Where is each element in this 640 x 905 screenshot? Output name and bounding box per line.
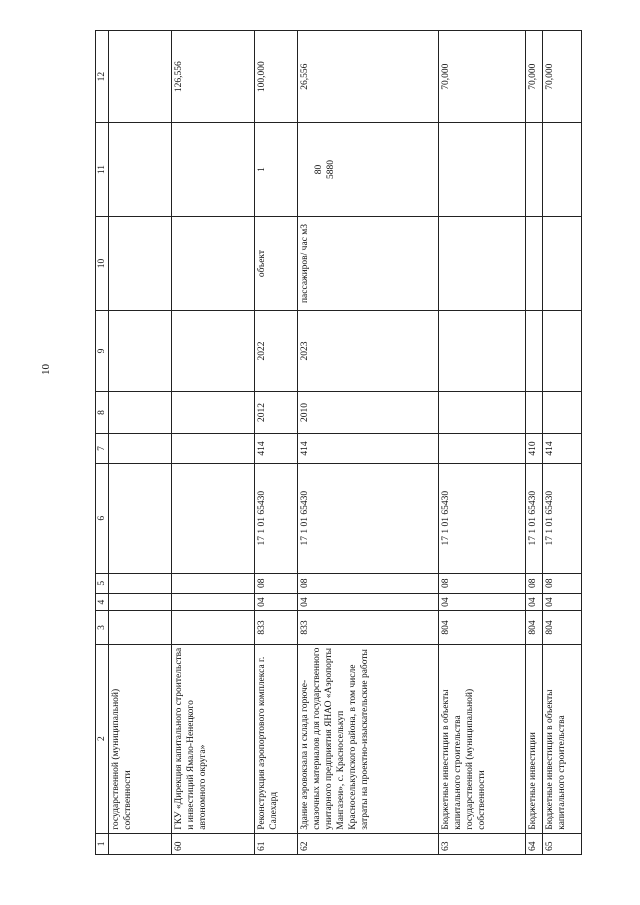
row-name: Бюджетные инвестиции xyxy=(526,644,543,833)
cell-col8 xyxy=(543,391,582,434)
row-name: Бюджетные инвестиции в объекты капитального строительства государственной (муниципальной) собственности xyxy=(439,644,526,833)
cell-col7: 414 xyxy=(298,434,439,464)
investment-table xyxy=(95,30,582,855)
cell-col6: 17 1 01 65430 xyxy=(439,463,526,573)
table-row xyxy=(255,31,298,855)
header-cell: 7 xyxy=(96,434,109,464)
cell-col3: 833 xyxy=(298,611,439,644)
cell-col3 xyxy=(109,611,172,644)
row-name: Реконструкция аэропортового комплекса г. Салехард xyxy=(255,644,298,833)
cell-col7: 410 xyxy=(526,434,543,464)
page-number: 10 xyxy=(40,364,52,375)
cell-col3: 804 xyxy=(526,611,543,644)
cell-col9: 2023 xyxy=(298,311,439,391)
cell-col8 xyxy=(109,391,172,434)
cell-col11 xyxy=(526,123,543,216)
cell-col9 xyxy=(526,311,543,391)
cell-col10 xyxy=(543,216,582,311)
cell-col11: 1 xyxy=(255,123,298,216)
cell-col8 xyxy=(439,391,526,434)
header-cell: 2 xyxy=(96,644,109,833)
cell-col6: 17 1 01 65430 xyxy=(255,463,298,573)
row-name: ГКУ «Дирекция капитального строительства и инвестиций Ямало-Ненецкого автономного округа» xyxy=(172,644,255,833)
cell-col8: 2012 xyxy=(255,391,298,434)
cell-col10: объект xyxy=(255,216,298,311)
cell-col3: 804 xyxy=(439,611,526,644)
row-number: 60 xyxy=(172,833,255,854)
cell-col12: 70,000 xyxy=(526,31,543,123)
cell-col3: 833 xyxy=(255,611,298,644)
header-cell: 5 xyxy=(96,573,109,593)
table-row xyxy=(526,31,543,855)
cell-col5: 08 xyxy=(526,573,543,593)
row-number: 65 xyxy=(543,833,582,854)
cell-col7 xyxy=(172,434,255,464)
cell-col12: 70,000 xyxy=(543,31,582,123)
cell-col4: 04 xyxy=(526,593,543,611)
cell-col5: 08 xyxy=(298,573,439,593)
cell-col8: 2010 xyxy=(298,391,439,434)
header-cell: 10 xyxy=(96,216,109,311)
row-number xyxy=(109,833,172,854)
cell-col11 xyxy=(172,123,255,216)
cell-col11 xyxy=(109,123,172,216)
cell-col9 xyxy=(543,311,582,391)
header-row xyxy=(96,31,109,855)
cell-col9 xyxy=(172,311,255,391)
header-cell: 3 xyxy=(96,611,109,644)
cell-col12: 26,556 xyxy=(298,31,439,123)
cell-col10: пассажиров/ час м3 xyxy=(298,216,439,311)
row-number: 63 xyxy=(439,833,526,854)
cell-col12: 100,000 xyxy=(255,31,298,123)
cell-col5: 08 xyxy=(255,573,298,593)
cell-col8 xyxy=(526,391,543,434)
header-cell: 1 xyxy=(96,833,109,854)
cell-col7: 414 xyxy=(543,434,582,464)
table-row xyxy=(439,31,526,855)
cell-col10 xyxy=(439,216,526,311)
cell-col4: 04 xyxy=(439,593,526,611)
capacity-volume: 5880 xyxy=(326,160,336,180)
cell-col7: 414 xyxy=(255,434,298,464)
cell-col7 xyxy=(439,434,526,464)
header-cell: 11 xyxy=(96,123,109,216)
table-row xyxy=(109,31,172,855)
header-cell: 4 xyxy=(96,593,109,611)
row-name: государственной (муниципальной) собственности xyxy=(109,644,172,833)
capacity-passengers: 80 xyxy=(314,164,324,175)
cell-col12: 70,000 xyxy=(439,31,526,123)
cell-col9: 2022 xyxy=(255,311,298,391)
cell-col10 xyxy=(526,216,543,311)
cell-col12: 126,556 xyxy=(172,31,255,123)
cell-col3: 804 xyxy=(543,611,582,644)
cell-col4 xyxy=(109,593,172,611)
cell-col6 xyxy=(109,463,172,573)
cell-col5: 08 xyxy=(439,573,526,593)
header-cell: 6 xyxy=(96,463,109,573)
table-row xyxy=(543,31,582,855)
cell-col4: 04 xyxy=(255,593,298,611)
rotated-table-container xyxy=(95,30,595,855)
cell-col9 xyxy=(439,311,526,391)
cell-col11 xyxy=(298,123,439,216)
cell-col9 xyxy=(109,311,172,391)
cell-col3 xyxy=(172,611,255,644)
cell-col6 xyxy=(172,463,255,573)
cell-col4: 04 xyxy=(298,593,439,611)
header-cell: 8 xyxy=(96,391,109,434)
row-number: 62 xyxy=(298,833,439,854)
cell-col6: 17 1 01 65430 xyxy=(298,463,439,573)
cell-col8 xyxy=(172,391,255,434)
header-cell: 9 xyxy=(96,311,109,391)
cell-col11 xyxy=(543,123,582,216)
cell-col10 xyxy=(172,216,255,311)
header-cell: 12 xyxy=(96,31,109,123)
cell-col12 xyxy=(109,31,172,123)
cell-col4 xyxy=(172,593,255,611)
cell-col5 xyxy=(172,573,255,593)
row-number: 64 xyxy=(526,833,543,854)
cell-col7 xyxy=(109,434,172,464)
row-number: 61 xyxy=(255,833,298,854)
cell-col10 xyxy=(109,216,172,311)
cell-col6: 17 1 01 65430 xyxy=(526,463,543,573)
row-name: Бюджетные инвестиции в объекты капитального строительства xyxy=(543,644,582,833)
cell-col5: 08 xyxy=(543,573,582,593)
cell-col4: 04 xyxy=(543,593,582,611)
cell-col6: 17 1 01 65430 xyxy=(543,463,582,573)
table-row xyxy=(172,31,255,855)
cell-col11 xyxy=(439,123,526,216)
table-row xyxy=(298,31,439,855)
row-name: Здание аэровокзала и склада горюче-смазочных материалов для государственного унитарного предприятия ЯНАО «Аэропорты Мангазеи», с. Красноселькуп Красноселькупского района, в том числе затраты на проектно-изыскательские работы xyxy=(298,644,439,833)
cell-col5 xyxy=(109,573,172,593)
